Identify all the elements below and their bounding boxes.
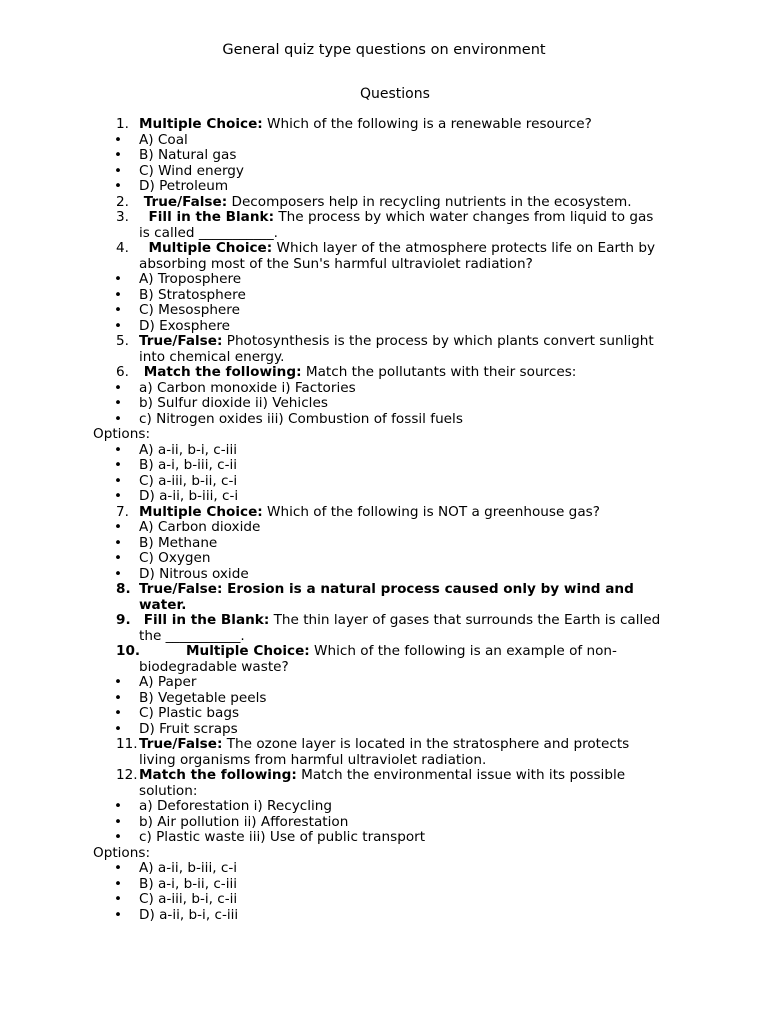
question-number: 10. (116, 643, 141, 659)
bullet-icon: • (114, 286, 123, 303)
list-item (0, 691, 768, 707)
option-text: D) a-ii, b-i, c-iii (139, 906, 239, 923)
bullet-icon: • (114, 131, 123, 148)
question-body: Match the pollutants with their sources: (301, 364, 577, 380)
question-text (139, 582, 664, 613)
bullet-icon: • (114, 798, 123, 814)
list-item (0, 722, 768, 738)
question-text (139, 195, 664, 211)
question-type-label: Match the following: (139, 364, 302, 380)
question-type-label: True/False: Erosion is a natural process caused only by wind and water. (139, 581, 639, 613)
question-type-label: Multiple Choice: (139, 116, 263, 132)
bullet-icon: • (114, 271, 123, 287)
option-text: A) a-ii, b-iii, c-i (139, 860, 238, 876)
option-text: D) Nitrous oxide (139, 565, 249, 582)
option-text: C) Oxygen (139, 550, 211, 566)
list-item (0, 381, 768, 397)
list-item (0, 458, 768, 474)
question (0, 505, 768, 521)
bullet-icon: • (114, 550, 123, 566)
question-number: 9. (116, 612, 131, 628)
bullet-icon: • (114, 565, 123, 582)
bullet-icon: • (114, 534, 123, 551)
question (0, 334, 768, 365)
option-text: A) Carbon dioxide (139, 519, 261, 535)
bullet-icon: • (114, 488, 123, 504)
question-number: 8. (116, 581, 131, 597)
list-item (0, 877, 768, 893)
question-type-label: Fill in the Blank: (139, 209, 275, 225)
question-body: Which of the following is NOT a greenhouse gas? (262, 503, 600, 520)
question-type-label: Multiple Choice: (139, 503, 263, 520)
question-body: Decomposers help in recycling nutrients in the ecosystem. (227, 193, 632, 210)
list-item (0, 288, 768, 304)
bullet-icon: • (114, 674, 123, 690)
list-item (0, 536, 768, 552)
question-number: 3. (116, 209, 129, 225)
question-type-label: Multiple Choice: (139, 240, 273, 256)
question-text (139, 365, 664, 381)
bullet-icon: • (114, 720, 123, 737)
question (0, 613, 768, 644)
list-item (0, 272, 768, 288)
options-label: Options: (93, 426, 151, 442)
list-item (0, 815, 768, 831)
option-text: c) Plastic waste iii) Use of public transport (139, 829, 426, 845)
question-body: Match the environmental issue with its possible solution: (139, 767, 630, 799)
question (0, 195, 768, 211)
option-text: C) Mesosphere (139, 302, 240, 318)
list-item (0, 908, 768, 924)
question-type-label: Multiple Choice: (186, 643, 310, 659)
option-text: B) a-i, b-ii, c-iii (139, 875, 238, 892)
list-item (0, 520, 768, 536)
option-text: A) a-ii, b-i, c-iii (139, 441, 238, 458)
question-text (139, 613, 664, 644)
list-item (0, 179, 768, 195)
option-text: c) Nitrogen oxides iii) Combustion of fossil fuels (139, 410, 463, 427)
option-text: B) Natural gas (139, 147, 237, 163)
question-number: 5. (116, 333, 129, 349)
question-number: 12. (116, 767, 138, 783)
question-text (139, 241, 664, 272)
list-item (0, 799, 768, 815)
list-item (0, 148, 768, 164)
list-item (0, 474, 768, 490)
list-item (0, 861, 768, 877)
question-number: 2. (116, 193, 129, 210)
list-item (0, 164, 768, 180)
list-item (0, 706, 768, 722)
question-type-label: True/False: (139, 333, 223, 349)
option-text: C) a-iii, b-ii, c-i (139, 472, 238, 489)
option-text: B) a-i, b-iii, c-ii (139, 457, 238, 473)
bullet-icon: • (114, 829, 123, 845)
question-body: Photosynthesis is the process by which plants convert sunlight into chemical energy. (139, 333, 659, 365)
option-text: A) Coal (139, 131, 188, 148)
option-text: C) Plastic bags (139, 705, 240, 721)
question-body: The ozone layer is located in the stratosphere and protects living organisms from harmful ultraviolet radiation. (139, 736, 634, 768)
option-text: A) Paper (139, 674, 197, 690)
option-text: C) a-iii, b-i, c-ii (139, 891, 238, 907)
bullet-icon: • (114, 689, 123, 706)
question-body: The thin layer of gases that surrounds the Earth is called the ___________. (139, 612, 665, 644)
option-text: B) Stratosphere (139, 286, 246, 303)
bullet-icon: • (114, 302, 123, 318)
bullet-icon: • (114, 875, 123, 892)
option-text: b) Sulfur dioxide ii) Vehicles (139, 395, 328, 411)
bullet-icon: • (114, 441, 123, 458)
question (0, 644, 768, 675)
bullet-icon: • (114, 705, 123, 721)
list-item (0, 675, 768, 691)
option-text: D) a-ii, b-iii, c-i (139, 488, 239, 504)
bullet-icon: • (114, 379, 123, 396)
question (0, 117, 768, 133)
option-text: D) Petroleum (139, 178, 229, 194)
question-type-label: True/False: (139, 736, 223, 752)
bullet-icon: • (114, 147, 123, 163)
option-text: D) Exosphere (139, 317, 230, 334)
question-body: The process by which water changes from liquid to gas is called ___________. (139, 209, 658, 241)
question (0, 241, 768, 272)
list-item (0, 303, 768, 319)
question (0, 768, 768, 799)
question-text (139, 505, 664, 521)
list-item (0, 567, 768, 583)
question-text (139, 117, 664, 133)
list-item (0, 443, 768, 459)
list-item (0, 396, 768, 412)
question-text (139, 644, 664, 675)
list-item (0, 830, 768, 846)
question-text (139, 768, 664, 799)
option-text: a) Carbon monoxide i) Factories (139, 379, 356, 396)
option-text: D) Fruit scraps (139, 720, 238, 737)
option-text: B) Vegetable peels (139, 689, 267, 706)
options-label: Options: (93, 844, 151, 861)
question-text (139, 334, 664, 365)
question-number: 1. (116, 116, 129, 132)
list-item (0, 412, 768, 428)
question-body: Which of the following is a renewable resource? (262, 116, 592, 132)
question-list (0, 117, 768, 923)
option-text: b) Air pollution ii) Afforestation (139, 813, 349, 830)
option-text: A) Troposphere (139, 271, 242, 287)
option-text: B) Methane (139, 534, 218, 551)
question-text (139, 737, 664, 768)
list-item (0, 551, 768, 567)
bullet-icon: • (114, 891, 123, 907)
question-number: 7. (116, 503, 129, 520)
question (0, 582, 768, 613)
question-number: 11. (116, 736, 138, 752)
bullet-icon: • (114, 410, 123, 427)
question-text (139, 210, 664, 241)
bullet-icon: • (114, 519, 123, 535)
bullet-icon: • (114, 860, 123, 876)
bullet-icon: • (114, 317, 123, 334)
list-item (0, 489, 768, 505)
question-body: Which layer of the atmosphere protects life on Earth by absorbing most of the Sun's harmful ultraviolet radiation? (139, 240, 660, 272)
question (0, 210, 768, 241)
list-item (0, 319, 768, 335)
question-type-label: True/False: (139, 193, 228, 210)
bullet-icon: • (114, 395, 123, 411)
question-number: 6. (116, 364, 129, 380)
option-text: C) Wind energy (139, 162, 244, 179)
list-item (0, 892, 768, 908)
bullet-icon: • (114, 472, 123, 489)
bullet-icon: • (114, 813, 123, 830)
bullet-icon: • (114, 178, 123, 194)
list-item (0, 133, 768, 149)
question (0, 737, 768, 768)
question-type-label: Match the following: (139, 767, 297, 783)
bullet-icon: • (114, 457, 123, 473)
document-title: General quiz type questions on environment (222, 42, 546, 58)
question-number: 4. (116, 240, 129, 256)
section-heading: Questions (360, 86, 430, 102)
option-text: a) Deforestation i) Recycling (139, 798, 333, 814)
bullet-icon: • (114, 906, 123, 923)
bullet-icon: • (114, 162, 123, 179)
question-body: Which of the following is an example of non-biodegradable waste? (139, 643, 617, 675)
question (0, 365, 768, 381)
question-type-label: Fill in the Blank: (139, 612, 270, 628)
